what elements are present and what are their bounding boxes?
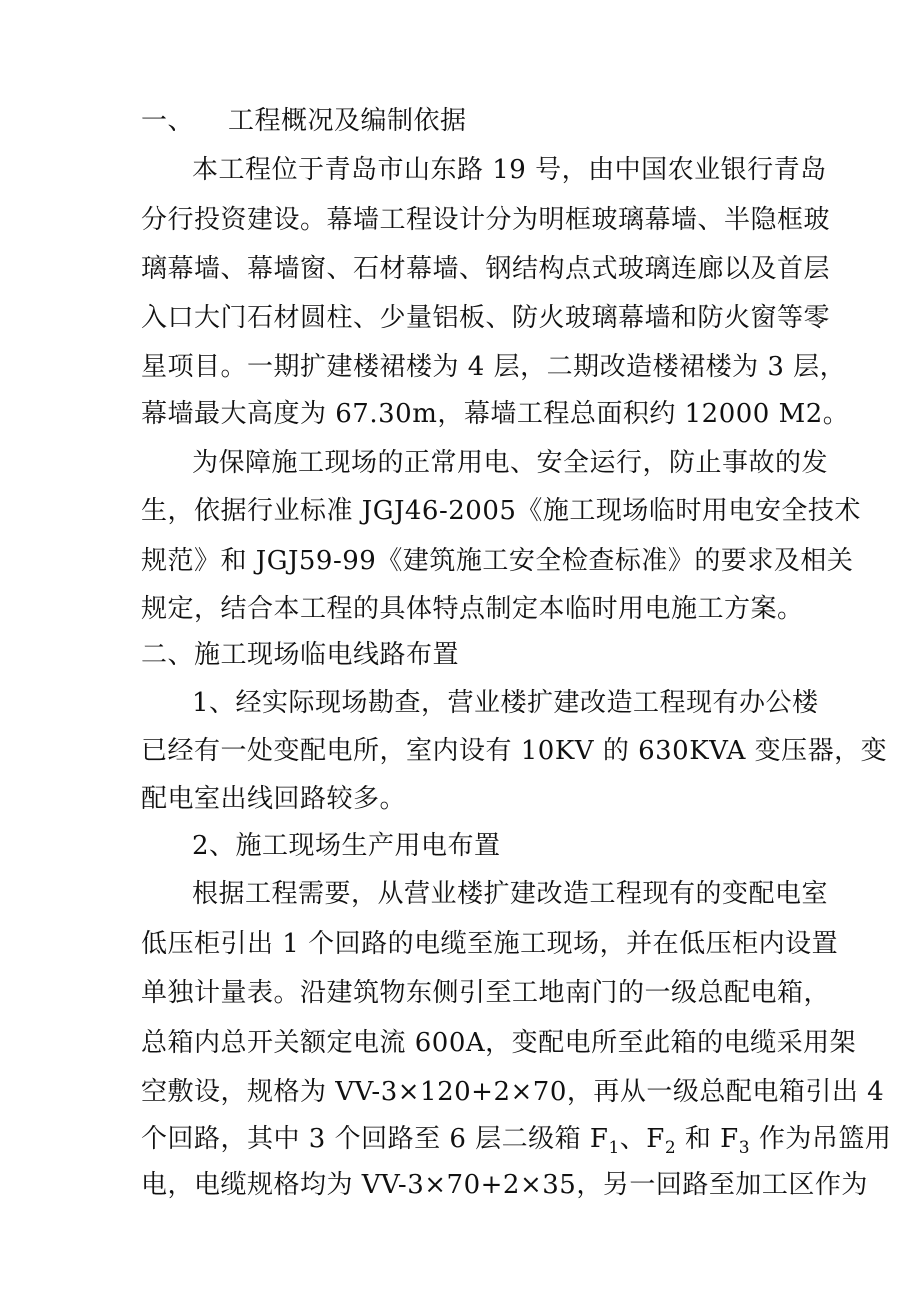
paragraph-line: 星项目。一期扩建楼裙楼为 4 层，二期改造楼裙楼为 3 层， bbox=[141, 352, 847, 382]
text-run: 、F bbox=[619, 1124, 665, 1154]
text-run: 个回路，其中 3 个回路至 6 层二级箱 F bbox=[141, 1124, 609, 1154]
subsection-heading: 2、施工现场生产用电布置 bbox=[192, 831, 501, 861]
paragraph-line: 入口大门石材圆柱、少量铝板、防火玻璃幕墙和防火窗等零 bbox=[141, 303, 831, 333]
section-1-title: 工程概况及编制依据 bbox=[228, 106, 467, 136]
section-1-heading bbox=[141, 108, 781, 134]
paragraph-line: 分行投资建设。幕墙工程设计分为明框玻璃幕墙、半隐框玻 bbox=[141, 205, 831, 235]
paragraph-line: 规定，结合本工程的具体特点制定本临时用电施工方案。 bbox=[141, 594, 804, 624]
subscript: 3 bbox=[738, 1138, 751, 1158]
paragraph-line: 空敷设，规格为 VV-3×120+2×70，再从一级总配电箱引出 4 bbox=[141, 1077, 885, 1107]
paragraph-line: 为保障施工现场的正常用电、安全运行，防止事故的发 bbox=[192, 448, 829, 478]
paragraph-line: 电，电缆规格均为 VV-3×70+2×35，另一回路至加工区作为 bbox=[141, 1170, 868, 1200]
subscript: 1 bbox=[608, 1138, 620, 1158]
paragraph-line: 已经有一处变配电所，室内设有 10KV 的 630KVA 变压器，变 bbox=[141, 736, 888, 766]
paragraph-line: 生，依据行业标准 JGJ46-2005《施工现场临时用电安全技术 bbox=[141, 496, 861, 526]
paragraph-line: 幕墙最大高度为 67.30m，幕墙工程总面积约 12000 M2。 bbox=[141, 399, 850, 429]
paragraph-line: 配电室出线回路较多。 bbox=[141, 784, 407, 814]
paragraph-line: 璃幕墙、幕墙窗、石材幕墙、钢结构点式玻璃连廊以及首层 bbox=[141, 254, 831, 284]
section-1-number: 一、 bbox=[141, 106, 195, 136]
text-run: 作为吊篮用 bbox=[750, 1124, 892, 1154]
paragraph-line: 1、经实际现场勘查，营业楼扩建改造工程现有办公楼 bbox=[192, 688, 819, 718]
subscript: 2 bbox=[664, 1138, 677, 1158]
paragraph-line: 规范》和 JGJ59-99《建筑施工安全检查标准》的要求及相关 bbox=[141, 546, 854, 576]
text-run: 和 F bbox=[676, 1124, 739, 1154]
paragraph-line-with-subscripts bbox=[141, 1124, 892, 1158]
paragraph-line: 低压柜引出 1 个回路的电缆至施工现场，并在低压柜内设置 bbox=[141, 929, 839, 959]
paragraph-line: 总箱内总开关额定电流 600A，变配电所至此箱的电缆采用架 bbox=[141, 1028, 857, 1058]
paragraph-line: 单独计量表。沿建筑物东侧引至工地南门的一级总配电箱， bbox=[141, 978, 831, 1008]
section-2-heading: 二、施工现场临电线路布置 bbox=[141, 640, 460, 670]
paragraph-line: 本工程位于青岛市山东路 19 号，由中国农业银行青岛 bbox=[192, 155, 827, 185]
paragraph-line: 根据工程需要，从营业楼扩建改造工程现有的变配电室 bbox=[192, 879, 829, 909]
